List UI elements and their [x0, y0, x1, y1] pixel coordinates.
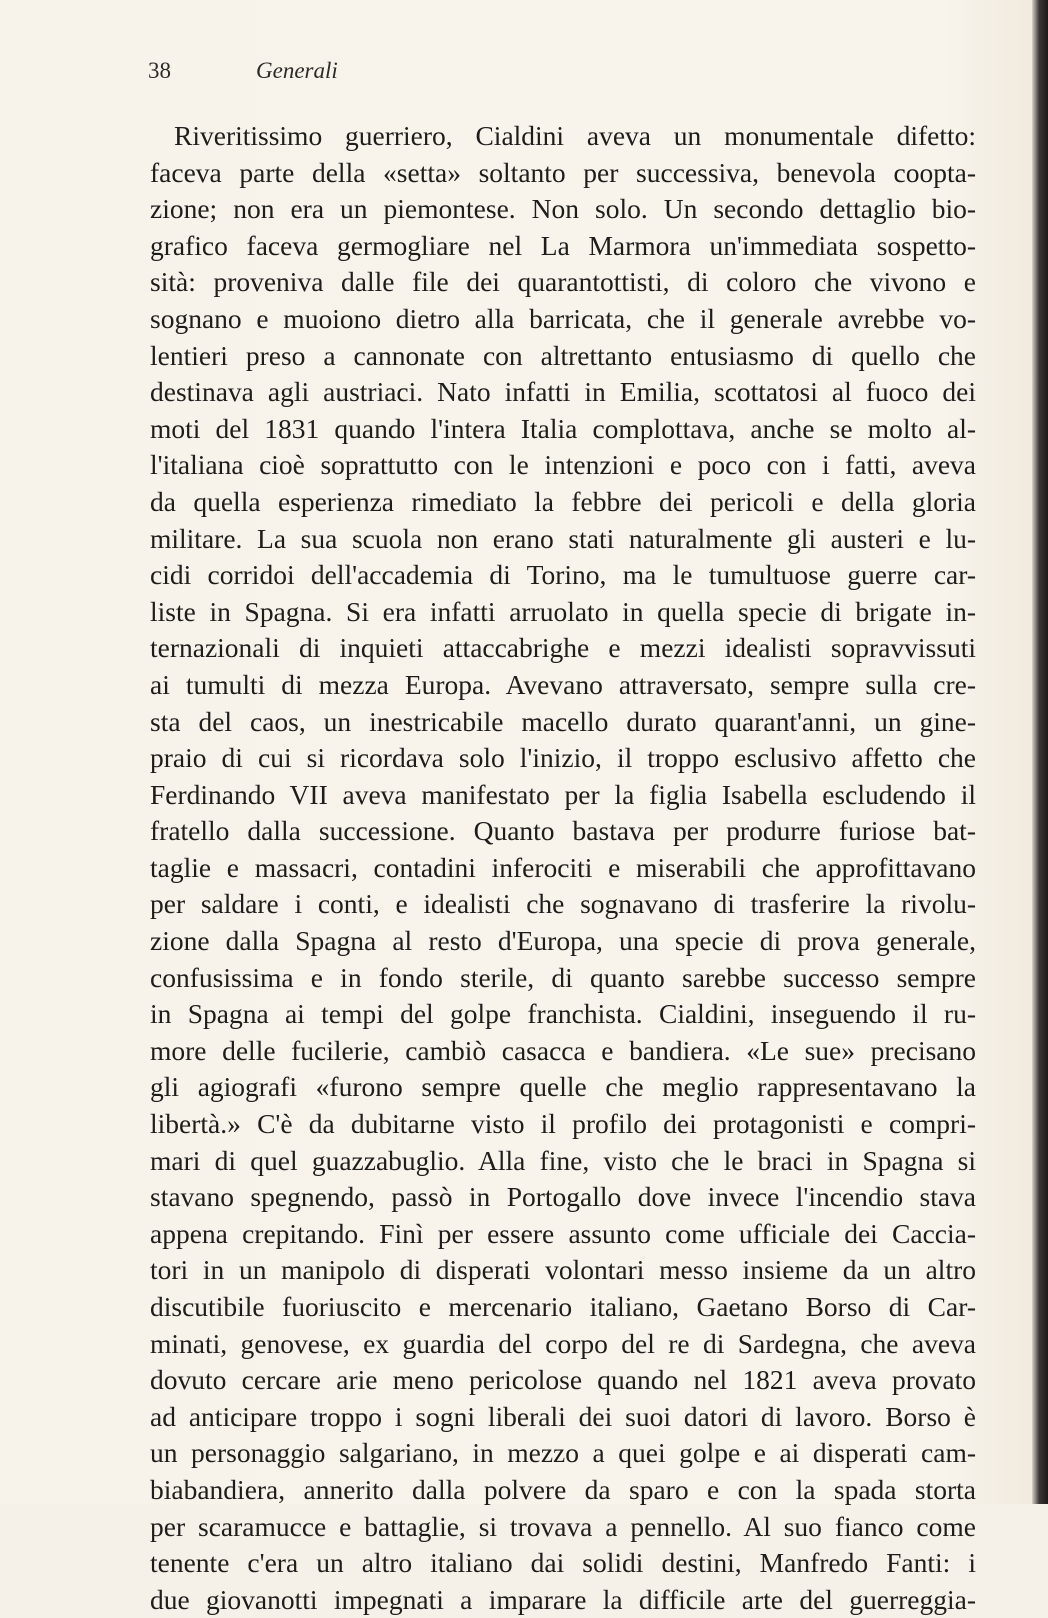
page-number: 38 — [148, 58, 171, 83]
text-line: taglie e massacri, contadini inferociti e miserabili che approfittavano — [150, 851, 976, 883]
text-line: mari di quel guazzabuglio. Alla fine, visto che le braci in Spagna si — [150, 1144, 976, 1176]
text-line: praio di cui si ricordava solo l'inizio, il troppo esclusivo affetto che — [150, 742, 976, 774]
text-line: cidi corridoi dell'accademia di Torino, ma le tumultuose guerre car- — [150, 559, 976, 591]
text-line: Ferdinando VII aveva manifestato per la figlia Isabella escludendo il — [150, 778, 976, 810]
text-line: zione dalla Spagna al resto d'Europa, una specie di prova generale, — [150, 925, 976, 957]
text-line: grafico faceva germogliare nel La Marmora un'immediata sospetto- — [150, 229, 976, 261]
text-line: militare. La sua scuola non erano stati naturalmente gli austeri e lu- — [150, 522, 976, 554]
text-line: due giovanotti impegnati a imparare la difficile arte del guerreggia- — [150, 1583, 976, 1615]
running-head — [148, 58, 338, 84]
text-line: tori in un manipolo di disperati volontari messo insieme da un altro — [150, 1254, 976, 1286]
text-line: un personaggio salgariano, in mezzo a quei golpe e ai disperati cam- — [150, 1437, 976, 1469]
section-title: Generali — [256, 58, 338, 83]
book-spine-shadow — [1032, 0, 1048, 1504]
text-line: per scaramucce e battaglie, si trovava a pennello. Al suo fianco come — [150, 1510, 976, 1542]
text-line: fratello dalla successione. Quanto bastava per produrre furiose bat- — [150, 815, 976, 847]
text-line: per saldare i conti, e idealisti che sognavano di trasferire la rivolu- — [150, 888, 976, 920]
text-line: ai tumulti di mezza Europa. Avevano attraversato, sempre sulla cre- — [150, 668, 976, 700]
text-line: faceva parte della «setta» soltanto per successiva, benevola coopta- — [150, 156, 976, 188]
text-line: libertà.» C'è da dubitarne visto il profilo dei protagonisti e compri- — [150, 1108, 976, 1140]
text-line: confusissima e in fondo sterile, di quanto sarebbe successo sempre — [150, 961, 976, 993]
text-line: ternazionali di inquieti attaccabrighe e mezzi idealisti sopravvissuti — [150, 632, 976, 664]
text-line: l'italiana cioè soprattutto con le intenzioni e poco con i fatti, aveva — [150, 449, 976, 481]
text-line: discutibile fuoriuscito e mercenario italiano, Gaetano Borso di Car- — [150, 1291, 976, 1322]
text-line: Riveritissimo guerriero, Cialdini aveva un monumentale difetto: — [174, 120, 976, 151]
text-line: biabandiera, annerito dalla polvere da sparo e con la spada storta — [150, 1473, 976, 1505]
text-line: moti del 1831 quando l'intera Italia complottava, anche se molto al- — [150, 412, 976, 444]
text-line: sità: proveniva dalle file dei quarantottisti, di coloro che vivono e — [150, 266, 976, 298]
text-line: tenente c'era un altro italiano dai solidi destini, Manfredo Fanti: i — [150, 1547, 976, 1579]
text-line: sta del caos, un inestricabile macello durato quarant'anni, un gine- — [150, 705, 976, 737]
text-line: dovuto cercare arie meno pericolose quando nel 1821 aveva provato — [150, 1364, 976, 1396]
text-line: ad anticipare troppo i sogni liberali dei suoi datori di lavoro. Borso è — [150, 1400, 976, 1432]
text-line: liste in Spagna. Si era infatti arruolato in quella specie di brigate in- — [150, 595, 976, 627]
text-line: lentieri preso a cannonate con altrettanto entusiasmo di quello che — [150, 339, 976, 371]
text-line: appena crepitando. Finì per essere assunto come ufficiale dei Caccia- — [150, 1217, 976, 1249]
text-line: in Spagna ai tempi del golpe franchista. Cialdini, inseguendo il ru- — [150, 998, 976, 1030]
text-line: zione; non era un piemontese. Non solo. Un secondo dettaglio bio- — [150, 193, 976, 225]
text-line: destinava agli austriaci. Nato infatti in Emilia, scottatosi al fuoco dei — [150, 376, 976, 408]
text-line: da quella esperienza rimediato la febbre dei pericoli e della gloria — [150, 485, 976, 517]
text-line: sognano e muoiono dietro alla barricata, che il generale avrebbe vo- — [150, 302, 976, 334]
text-line: gli agiografi «furono sempre quelle che meglio rappresentavano la — [150, 1071, 976, 1103]
text-line: more delle fucilerie, cambiò casacca e bandiera. «Le sue» precisano — [150, 1034, 976, 1066]
body-paragraph — [150, 118, 976, 1618]
text-line: minati, genovese, ex guardia del corpo del re di Sardegna, che aveva — [150, 1327, 976, 1359]
text-line: stavano spegnendo, passò in Portogallo dove invece l'incendio stava — [150, 1181, 976, 1213]
